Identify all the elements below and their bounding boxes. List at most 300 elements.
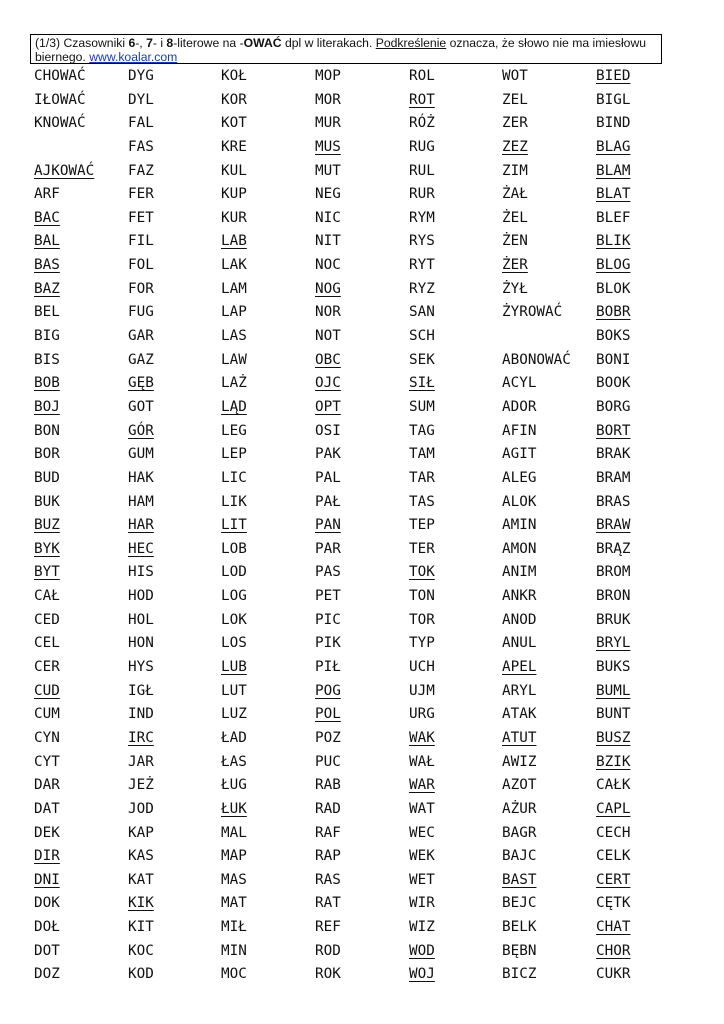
word-cell [221, 892, 315, 916]
word: BON [34, 422, 60, 439]
word-cell [409, 656, 502, 680]
word: WEK [409, 848, 435, 865]
underlined-word: ŻER [502, 257, 528, 274]
word-cell [596, 845, 666, 869]
word: LAS [221, 328, 247, 345]
word-cell [315, 207, 409, 231]
word: KUR [221, 209, 247, 226]
word-cell [34, 467, 128, 491]
word: AFIN [502, 422, 537, 439]
word-cell [315, 538, 409, 562]
underlined-word: IRC [128, 729, 154, 746]
word-cell [128, 656, 221, 680]
word-cell [315, 443, 409, 467]
word: ANKR [502, 588, 537, 605]
word-cell [409, 916, 502, 940]
word-cell [315, 349, 409, 373]
word-cell [221, 822, 315, 846]
word: RAP [315, 848, 341, 865]
word: BOR [34, 446, 60, 463]
word-cell [34, 703, 128, 727]
word: LOS [221, 635, 247, 652]
word: PET [315, 588, 341, 605]
word: GAZ [128, 351, 154, 368]
word: PAS [315, 564, 341, 581]
word-cell [315, 656, 409, 680]
word: RAD [315, 800, 341, 817]
word: BLEF [596, 209, 631, 226]
word-cell [34, 349, 128, 373]
word-cell [315, 254, 409, 278]
word-cell [34, 420, 128, 444]
word: DOZ [34, 966, 60, 983]
word-cell [221, 514, 315, 538]
word: MOC [221, 966, 247, 983]
word: AŻUR [502, 800, 537, 817]
header-text: -, [135, 36, 147, 50]
word: LOG [221, 588, 247, 605]
word-cell [502, 514, 596, 538]
word-cell [409, 727, 502, 751]
word: PAR [315, 540, 341, 557]
word-cell [128, 609, 221, 633]
word: RYM [409, 209, 435, 226]
word: RUR [409, 186, 435, 203]
word-cell [34, 751, 128, 775]
underlined-word: POG [315, 682, 341, 699]
underlined-word: MUS [315, 138, 341, 155]
word-cell [315, 869, 409, 893]
word: JEŻ [128, 777, 154, 794]
word: KOR [221, 91, 247, 108]
underlined-word: POL [315, 706, 341, 723]
word: CHOWAĆ [34, 68, 86, 84]
word: HOD [128, 588, 154, 605]
word-cell [409, 160, 502, 184]
word-cell [221, 230, 315, 254]
word-cell [315, 301, 409, 325]
word: SAN [409, 304, 435, 321]
underlined-word: BAZ [34, 280, 60, 297]
word: FOR [128, 280, 154, 297]
word-cell [128, 514, 221, 538]
word: ATAK [502, 706, 537, 723]
word-cell [409, 491, 502, 515]
word-cell [221, 680, 315, 704]
word: RÓŻ [409, 115, 435, 132]
word-cell [502, 892, 596, 916]
word: RYZ [409, 280, 435, 297]
word: RYS [409, 233, 435, 250]
word: TEP [409, 517, 435, 534]
word: ARF [34, 186, 60, 203]
word: RUG [409, 138, 435, 155]
underlined-word: BUZ [34, 517, 60, 534]
word-cell [596, 585, 666, 609]
word: RUL [409, 162, 435, 179]
word-cell [34, 207, 128, 231]
word-cell [409, 112, 502, 136]
word-cell [221, 278, 315, 302]
word-cell [502, 798, 596, 822]
word-cell [128, 632, 221, 656]
word-cell [221, 254, 315, 278]
word-cell [34, 538, 128, 562]
underlined-word: CUD [34, 682, 60, 699]
word: NOC [315, 257, 341, 274]
word: MAS [221, 871, 247, 888]
word: RAT [315, 895, 341, 912]
word: LAM [221, 280, 247, 297]
word-cell [221, 656, 315, 680]
word: BUK [34, 493, 60, 510]
word-cell [596, 656, 666, 680]
word-cell [409, 65, 502, 89]
word: TAM [409, 446, 435, 463]
word: MAL [221, 824, 247, 841]
underlined-word: APEL [502, 659, 537, 676]
word-cell [221, 609, 315, 633]
word-cell [409, 325, 502, 349]
word-cell [128, 207, 221, 231]
word: BIS [34, 351, 60, 368]
word: MUR [315, 115, 341, 132]
word: BRUK [596, 611, 631, 628]
word: REF [315, 919, 341, 936]
word: TON [409, 588, 435, 605]
underlined-word: LAB [221, 233, 247, 250]
word: NIC [315, 209, 341, 226]
word: RAB [315, 777, 341, 794]
word: BRAM [596, 469, 631, 486]
word-cell [221, 798, 315, 822]
word-cell [315, 727, 409, 751]
word: WOT [502, 68, 528, 84]
word-cell [128, 112, 221, 136]
word-cell [128, 940, 221, 964]
word-cell [315, 585, 409, 609]
underlined-word: CAPL [596, 800, 631, 817]
word-cell [502, 89, 596, 113]
word-cell [315, 703, 409, 727]
word: WIR [409, 895, 435, 912]
word-cell [315, 325, 409, 349]
word-cell [409, 798, 502, 822]
word: BUKS [596, 659, 631, 676]
word: TAS [409, 493, 435, 510]
word-cell [596, 420, 666, 444]
underlined-word: DNI [34, 871, 60, 888]
word-cell [128, 467, 221, 491]
word-cell [315, 65, 409, 89]
word: TAG [409, 422, 435, 439]
word: ADOR [502, 398, 537, 415]
underlined-word: OJC [315, 375, 341, 392]
word-cell [596, 349, 666, 373]
word: LIC [221, 469, 247, 486]
word-cell [596, 727, 666, 751]
word-cell [596, 396, 666, 420]
word-cell [596, 822, 666, 846]
word-cell [315, 561, 409, 585]
word-cell [315, 845, 409, 869]
word: CUKR [596, 966, 631, 983]
word-cell [502, 325, 596, 349]
word-cell [409, 822, 502, 846]
word-cell [128, 183, 221, 207]
word: KIT [128, 919, 154, 936]
underlined-word: BIED [596, 68, 631, 84]
underlined-word: BOBR [596, 304, 631, 321]
word: BAJC [502, 848, 537, 865]
word-cell [34, 585, 128, 609]
word-cell [596, 774, 666, 798]
word-cell [34, 656, 128, 680]
underlined-word: GÓR [128, 422, 154, 439]
word-cell [34, 727, 128, 751]
word-cell [128, 798, 221, 822]
underlined-word: BUML [596, 682, 631, 699]
word-cell [315, 372, 409, 396]
header-text: -literowe na - [173, 36, 244, 50]
header-bold-6: 6 [128, 36, 136, 50]
word: DAT [34, 800, 60, 817]
word: WET [409, 871, 435, 888]
word-cell [221, 160, 315, 184]
word: FER [128, 186, 154, 203]
word-cell [128, 349, 221, 373]
word: BEJC [502, 895, 537, 912]
word: BELK [502, 919, 537, 936]
word: MOR [315, 91, 341, 108]
word-cell [502, 278, 596, 302]
header-text: dpl w literakach. [281, 36, 376, 50]
header-bold-suffix: OWAĆ [243, 36, 282, 50]
word: ANOD [502, 611, 537, 628]
word-cell [315, 136, 409, 160]
word: NOR [315, 304, 341, 321]
word: GAR [128, 328, 154, 345]
word: TER [409, 540, 435, 557]
word-cell [315, 940, 409, 964]
word: UCH [409, 659, 435, 676]
word-cell [221, 561, 315, 585]
word-cell [502, 112, 596, 136]
word-cell [315, 632, 409, 656]
word-cell [502, 703, 596, 727]
word-cell [596, 301, 666, 325]
word-cell [34, 798, 128, 822]
word-cell [34, 278, 128, 302]
word-cell [409, 183, 502, 207]
word-cell [502, 136, 596, 160]
word: CELK [596, 848, 631, 865]
word: CEL [34, 635, 60, 652]
word-cell [596, 514, 666, 538]
word-grid [34, 65, 666, 987]
word-cell [221, 491, 315, 515]
word: FET [128, 209, 154, 226]
word-cell [596, 467, 666, 491]
word: MAT [221, 895, 247, 912]
word: WAT [409, 800, 435, 817]
word-cell [502, 963, 596, 987]
word: URG [409, 706, 435, 723]
word: BLOK [596, 280, 631, 297]
underlined-word: LĄD [221, 398, 247, 415]
word-cell [409, 443, 502, 467]
word: FUG [128, 304, 154, 321]
word: BRAK [596, 446, 631, 463]
koalar-link[interactable]: www.koalar.com [89, 50, 178, 64]
word: DEK [34, 824, 60, 841]
word-cell [409, 420, 502, 444]
word: BROM [596, 564, 631, 581]
underlined-word: ZEZ [502, 138, 528, 155]
word-cell [34, 301, 128, 325]
word-cell [315, 278, 409, 302]
word: DAR [34, 777, 60, 794]
word: GOT [128, 398, 154, 415]
word-cell [221, 632, 315, 656]
word: PIK [315, 635, 341, 652]
word-cell [221, 940, 315, 964]
word-cell [128, 774, 221, 798]
word-cell [502, 680, 596, 704]
header-text: oznacza, że słowo nie ma imiesłowu biernego. [35, 36, 647, 64]
word: ŻEN [502, 233, 528, 250]
word-cell [34, 112, 128, 136]
word: PUC [315, 753, 341, 770]
word-cell [596, 278, 666, 302]
word: ARYL [502, 682, 537, 699]
underlined-word: BLAM [596, 162, 631, 179]
word: AGIT [502, 446, 537, 463]
word-cell [315, 822, 409, 846]
word-cell [596, 869, 666, 893]
word: HYS [128, 659, 154, 676]
word: ŻEL [502, 209, 528, 226]
word-cell [221, 774, 315, 798]
underlined-word: LIT [221, 517, 247, 534]
word: AWIZ [502, 753, 537, 770]
word-cell [409, 869, 502, 893]
word-cell [34, 514, 128, 538]
word-cell [128, 254, 221, 278]
underlined-word: GĘB [128, 375, 154, 392]
underlined-word: WOJ [409, 966, 435, 983]
underlined-word: KIK [128, 895, 154, 912]
word-cell [221, 349, 315, 373]
underlined-word: BLAG [596, 138, 631, 155]
word: FIL [128, 233, 154, 250]
underlined-word: BYK [34, 540, 60, 557]
word: ROK [315, 966, 341, 983]
word: ŻYROWAĆ [502, 304, 563, 321]
word-cell [128, 538, 221, 562]
word-cell [596, 254, 666, 278]
word: PAŁ [315, 493, 341, 510]
underlined-word: HEC [128, 540, 154, 557]
word-cell [502, 396, 596, 420]
word: DOK [34, 895, 60, 912]
word: ANIM [502, 564, 537, 581]
word: CED [34, 611, 60, 628]
word: MUT [315, 162, 341, 179]
underlined-word: ATUT [502, 729, 537, 746]
word: LOB [221, 540, 247, 557]
word: JOD [128, 800, 154, 817]
word-cell [596, 916, 666, 940]
word-cell [502, 254, 596, 278]
word: BĘBN [502, 942, 537, 959]
word-cell [34, 230, 128, 254]
word-cell [315, 774, 409, 798]
word-cell [409, 892, 502, 916]
word-cell [315, 798, 409, 822]
word-cell [128, 892, 221, 916]
word: BIG [34, 328, 60, 345]
word-cell [128, 65, 221, 89]
word-cell [596, 751, 666, 775]
word-cell [502, 822, 596, 846]
word-cell [128, 278, 221, 302]
word-cell [502, 65, 596, 89]
word-cell [128, 230, 221, 254]
word-cell [34, 845, 128, 869]
underlined-word: WAK [409, 729, 435, 746]
word: WEC [409, 824, 435, 841]
word-cell [596, 325, 666, 349]
word: CER [34, 659, 60, 676]
word-cell [596, 940, 666, 964]
underlined-word: BORT [596, 422, 631, 439]
word-cell [596, 561, 666, 585]
word: DYG [128, 68, 154, 84]
word-cell [596, 65, 666, 89]
word-cell [409, 514, 502, 538]
word-cell [221, 301, 315, 325]
word: BAGR [502, 824, 537, 841]
word-cell [502, 561, 596, 585]
word: BUD [34, 469, 60, 486]
word-cell [596, 372, 666, 396]
underlined-word: BRYL [596, 635, 631, 652]
word-cell [502, 632, 596, 656]
header-underlined-word: Podkreślenie [375, 36, 447, 50]
word: FOL [128, 257, 154, 274]
word: CAŁK [596, 777, 631, 794]
underlined-word: BOB [34, 375, 60, 392]
word: DOŁ [34, 919, 60, 936]
underlined-word: BAS [34, 257, 60, 274]
word-cell [315, 183, 409, 207]
word-cell [596, 798, 666, 822]
word-cell [596, 160, 666, 184]
underlined-word: BRAW [596, 517, 631, 534]
word-cell [409, 207, 502, 231]
word: BONI [596, 351, 631, 368]
word-cell [128, 89, 221, 113]
word: IND [128, 706, 154, 723]
word-cell [128, 301, 221, 325]
word-cell [409, 538, 502, 562]
word-cell [34, 254, 128, 278]
word: RYT [409, 257, 435, 274]
word-cell [34, 443, 128, 467]
word-cell [221, 325, 315, 349]
word-cell [128, 727, 221, 751]
